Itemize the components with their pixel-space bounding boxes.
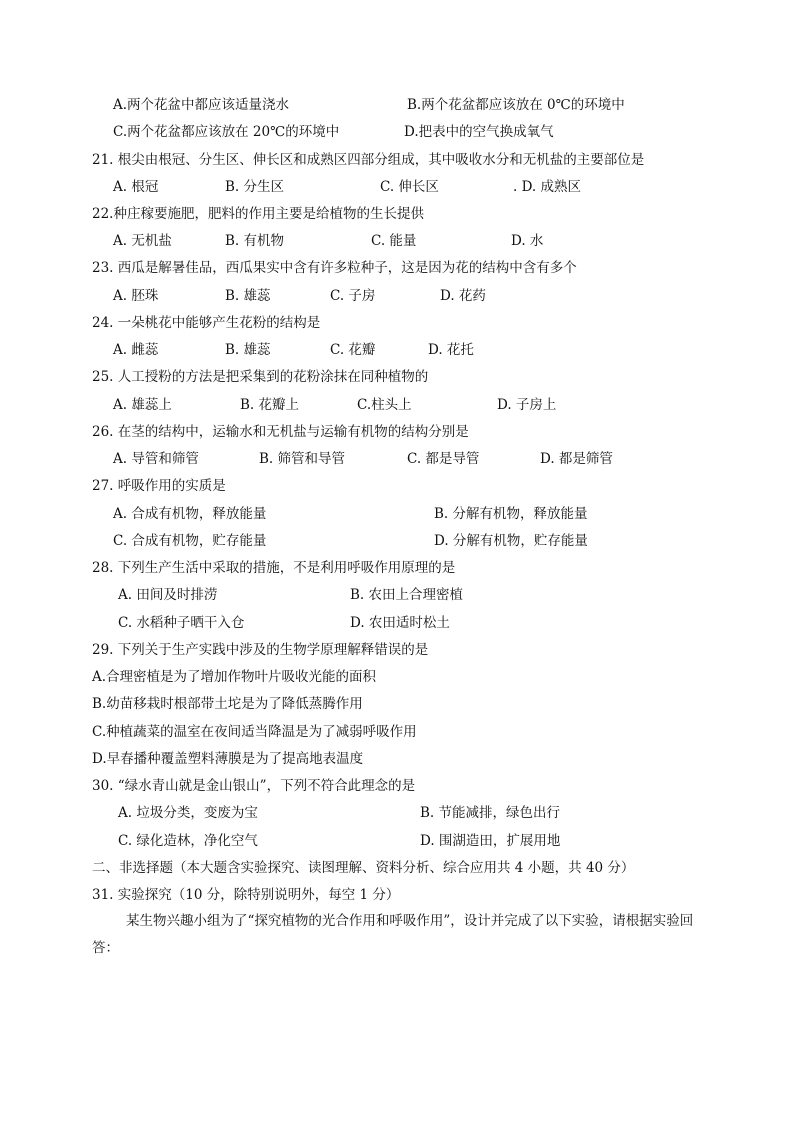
q25-stem: 25. 人工授粉的方法是把采集到的花粉涂抹在同种植物的 (92, 369, 429, 385)
q24-option-d: D. 花托 (428, 342, 474, 358)
q25-option-c: C.柱头上 (357, 397, 412, 413)
q21-option-d: . D. 成熟区 (513, 179, 582, 195)
section-2-heading: 二、非选择题（本大题含实验探究、读图理解、资料分析、综合应用共 4 小题，共 40 分） (92, 860, 635, 876)
q22-option-d: D. 水 (511, 233, 544, 249)
q20-option-a: A.两个花盆中都应该适量浇水 (113, 97, 290, 113)
q29-option-d: D.早春播种覆盖塑料薄膜是为了提高地表温度 (92, 751, 364, 767)
q30-option-c: C. 绿化造林，净化空气 (118, 833, 258, 849)
q30-option-b: B. 节能减排，绿色出行 (420, 805, 561, 821)
q25-option-a: A. 雄蕊上 (113, 397, 172, 413)
q29-option-b: B.幼苗移栽时根部带土坨是为了降低蒸腾作用 (92, 696, 363, 712)
q28-option-d: D. 农田适时松土 (350, 615, 450, 631)
q27-option-a: A. 合成有机物，释放能量 (113, 506, 267, 522)
q20-option-d: D.把表中的空气换成氧气 (404, 124, 554, 140)
q21-option-c: C. 伸长区 (380, 179, 439, 195)
q26-stem: 26. 在茎的结构中，运输水和无机盐与运输有机物的结构分别是 (92, 424, 469, 440)
q24-option-b: B. 雄蕊 (225, 342, 271, 358)
q23-option-c: C. 子房 (330, 288, 376, 304)
q30-stem: 30. “绿水青山就是金山银山”，下列不符合此理念的是 (92, 778, 416, 794)
q26-option-d: D. 都是筛管 (540, 451, 613, 467)
q29-option-c: C.种植蔬菜的温室在夜间适当降温是为了减弱呼吸作用 (92, 724, 417, 740)
q22-option-b: B. 有机物 (225, 233, 285, 249)
q30-option-d: D. 围湖造田，扩展用地 (420, 833, 561, 849)
q28-option-c: C. 水稻种子晒干入仓 (118, 615, 245, 631)
q20-option-c: C.两个花盆都应该放在 20℃的环境中 (113, 124, 340, 140)
q25-option-d: D. 子房上 (497, 397, 557, 413)
q23-stem: 23. 西瓜是解暑佳品，西瓜果实中含有许多粒种子，这是因为花的结构中含有多个 (92, 260, 577, 276)
q22-option-c: C. 能量 (371, 233, 417, 249)
q27-option-d: D. 分解有机物，贮存能量 (434, 533, 588, 549)
q21-option-b: B. 分生区 (225, 179, 285, 195)
q27-option-b: B. 分解有机物，释放能量 (434, 506, 588, 522)
q22-option-a: A. 无机盐 (113, 233, 172, 249)
q29-stem: 29. 下列关于生产实践中涉及的生物学原理解释错误的是 (92, 642, 429, 658)
q23-option-d: D. 花药 (440, 288, 486, 304)
q28-option-a: A. 田间及时排涝 (118, 587, 218, 603)
q30-option-a: A. 垃圾分类，变废为宝 (118, 805, 258, 821)
q28-stem: 28. 下列生产生活中采取的措施，不是利用呼吸作用原理的是 (92, 560, 456, 576)
q26-option-b: B. 筛管和导管 (259, 451, 346, 467)
q24-option-c: C. 花瓣 (330, 342, 376, 358)
q22-stem: 22.种庄稼要施肥，肥料的作用主要是给植物的生长提供 (92, 206, 424, 222)
q26-option-c: C. 都是导管 (407, 451, 480, 467)
q31-stem: 31. 实验探究（10 分，除特别说明外，每空 1 分） (92, 887, 400, 903)
q20-option-b: B.两个花盆都应该放在 0℃的环境中 (407, 97, 625, 113)
q29-option-a: A.合理密植是为了增加作物叶片吸收光能的面积 (92, 669, 377, 685)
q31-intro: 某生物兴趣小组为了“探究植物的光合作用和呼吸作用”，设计并完成了以下实验，请根据实验回答： (92, 913, 694, 956)
q25-option-b: B. 花瓣上 (240, 397, 300, 413)
q23-option-b: B. 雄蕊 (225, 288, 271, 304)
q26-option-a: A. 导管和筛管 (113, 451, 199, 467)
q23-option-a: A. 胚珠 (113, 288, 159, 304)
q21-option-a: A. 根冠 (113, 179, 159, 195)
q21-stem: 21. 根尖由根冠、分生区、伸长区和成熟区四部分组成，其中吸收水分和无机盐的主要部位是 (92, 152, 645, 168)
q24-option-a: A. 雌蕊 (113, 342, 159, 358)
q24-stem: 24. 一朵桃花中能够产生花粉的结构是 (92, 315, 321, 331)
q27-option-c: C. 合成有机物，贮存能量 (113, 533, 267, 549)
q28-option-b: B. 农田上合理密植 (350, 587, 464, 603)
q27-stem: 27. 呼吸作用的实质是 (92, 478, 226, 494)
